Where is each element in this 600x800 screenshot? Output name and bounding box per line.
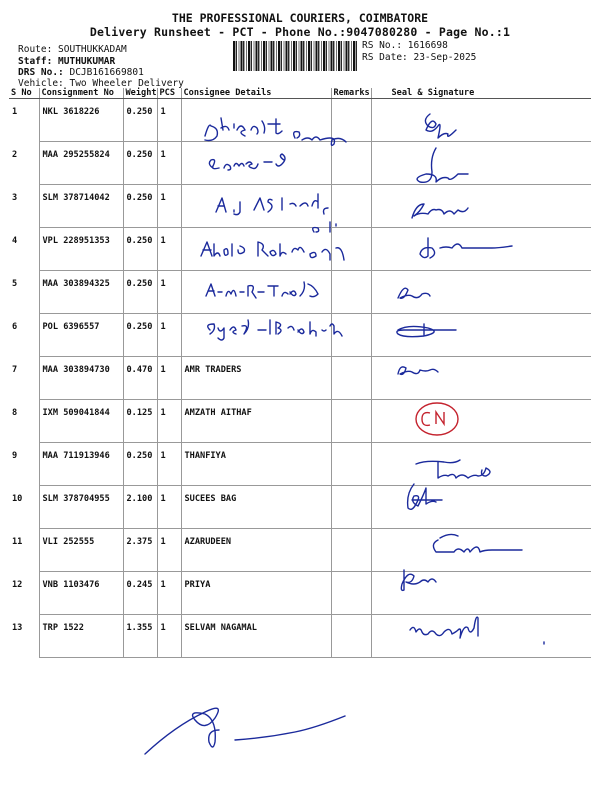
cell-weight: 0.250 [123, 99, 157, 142]
barcode-bar [246, 41, 247, 71]
cell-pcs: 1 [157, 443, 181, 486]
table-row [9, 615, 591, 658]
cell-pcs: 1 [157, 99, 181, 142]
cell-pcs: 1 [157, 486, 181, 529]
barcode-bar [243, 41, 244, 71]
cell-signature [371, 443, 591, 486]
barcode-bar [314, 41, 315, 71]
cell-weight: 2.375 [123, 529, 157, 572]
cell-remarks [331, 443, 371, 486]
cell-consignment: IXM 509041844 [39, 400, 123, 443]
barcode-bar [299, 41, 300, 71]
cell-pcs: 1 [157, 228, 181, 271]
barcode-bar [251, 41, 252, 71]
barcode-bar [291, 41, 292, 71]
col-pcs: PCS [157, 88, 181, 99]
cell-sno: 1 [12, 107, 18, 117]
barcode-bar [316, 41, 318, 71]
rs-number: RS No.: 1616698 [362, 40, 448, 51]
barcode-bar [284, 41, 285, 71]
cell-sno: 2 [12, 149, 18, 160]
barcode-bar [303, 41, 304, 71]
barcode-bar [336, 41, 337, 71]
barcode-bar [353, 41, 355, 71]
table-row [9, 400, 591, 443]
cell-sno: 11 [12, 536, 23, 547]
cell-remarks [331, 185, 371, 228]
barcode-bar [346, 41, 348, 71]
cell-pcs: 1 [157, 615, 181, 658]
barcode-bar [333, 41, 334, 71]
cell-pcs: 1 [157, 529, 181, 572]
cell-remarks [331, 572, 371, 615]
barcode-bar [288, 41, 289, 71]
cell-remarks [331, 142, 371, 185]
barcode-bar [273, 41, 274, 71]
runsheet-title: Delivery Runsheet - PCT - Phone No.:9047080280 - Page No.:1 [89, 25, 511, 39]
cell-pcs: 1 [157, 314, 181, 357]
col-remarks: Remarks [331, 88, 371, 99]
barcode-bar [256, 41, 258, 71]
barcode-bar [323, 41, 325, 71]
cell-remarks [331, 314, 371, 357]
cell-sno: 10 [12, 493, 23, 504]
barcode-bar [281, 41, 282, 71]
col-weight: Weight [123, 88, 157, 99]
rs-date: RS Date: 23-Sep-2025 [362, 52, 477, 63]
cell-weight: 0.470 [123, 357, 157, 400]
cell-consignee: AMZATH AITHAF [181, 400, 331, 443]
staff-line [18, 56, 115, 67]
cell-consignment: VLI 252555 [39, 529, 123, 572]
table-row [9, 314, 591, 357]
cell-remarks [331, 357, 371, 400]
barcode-bar [266, 41, 267, 71]
barcode [233, 41, 357, 71]
cell-consignment: VNB 1103476 [39, 572, 123, 615]
cell-remarks [331, 486, 371, 529]
cell-consignee: AZARUDEEN [181, 529, 331, 572]
runsheet-table [9, 88, 591, 658]
cell-sno: 5 [12, 278, 18, 289]
cell-consignee [181, 314, 331, 357]
cell-remarks [331, 99, 371, 142]
cell-sno: 13 [12, 622, 23, 633]
cell-weight: 1.355 [123, 615, 157, 658]
barcode-bar [356, 41, 357, 71]
route-text: Route: SOUTHUKKADAM [18, 44, 127, 55]
staff-label: Staff: [18, 56, 59, 67]
cell-weight: 0.245 [123, 572, 157, 615]
barcode-bar [321, 41, 322, 71]
table-row [9, 142, 591, 185]
cell-weight: 0.250 [123, 271, 157, 314]
cell-signature [371, 357, 591, 400]
cell-signature [371, 400, 591, 443]
cell-signature [371, 185, 591, 228]
barcode-bar [296, 41, 297, 71]
cell-remarks [331, 228, 371, 271]
barcode-bar [329, 41, 330, 71]
cell-pcs: 1 [157, 271, 181, 314]
cell-signature [371, 529, 591, 572]
cell-signature [371, 486, 591, 529]
cell-sno: 8 [12, 407, 18, 418]
barcode-bar [338, 41, 340, 71]
cell-weight: 0.125 [123, 400, 157, 443]
cell-pcs: 1 [157, 185, 181, 228]
cell-weight: 0.250 [123, 228, 157, 271]
vehicle-text: Vehicle: Two Wheeler Delivery [18, 78, 184, 89]
drs-label: DRS No.: [18, 67, 70, 78]
table-row [9, 271, 591, 314]
table-header-row [9, 88, 591, 99]
barcode-bar [306, 41, 307, 71]
cell-signature [371, 615, 591, 658]
cell-sno: 9 [12, 450, 18, 461]
cell-sno: 6 [12, 321, 18, 332]
cell-pcs: 1 [157, 142, 181, 185]
barcode-bar [258, 41, 259, 71]
cell-consignment: MAA 295255824 [39, 142, 123, 185]
cell-consignment: VPL 228951353 [39, 228, 123, 271]
barcode-bar [263, 41, 265, 71]
cell-sno: 12 [12, 579, 23, 590]
table-row [9, 443, 591, 486]
cell-consignment: POL 6396557 [39, 314, 123, 357]
table-row [9, 529, 591, 572]
cell-signature [371, 228, 591, 271]
cell-pcs: 1 [157, 357, 181, 400]
barcode-bar [239, 41, 240, 71]
barcode-bar [348, 41, 349, 71]
barcode-bar [241, 41, 243, 71]
cell-signature [371, 142, 591, 185]
barcode-bar [286, 41, 288, 71]
bottom-signature [145, 708, 345, 754]
drs-line [18, 67, 144, 78]
cell-remarks [331, 615, 371, 658]
cell-consignee: PRIYA [181, 572, 331, 615]
barcode-bar [254, 41, 255, 71]
col-sno: S No [9, 88, 39, 99]
cell-consignee [181, 185, 331, 228]
barcode-bar [341, 41, 342, 71]
barcode-bar [318, 41, 319, 71]
rs-info [362, 40, 476, 64]
barcode-bar [248, 41, 250, 71]
cell-sno: 3 [12, 192, 18, 203]
barcode-bar [308, 41, 310, 71]
cell-sno: 4 [12, 235, 18, 246]
cell-consignee: THANFIYA [181, 443, 331, 486]
barcode-bar [236, 41, 237, 71]
col-consignee: Consignee Details [181, 88, 331, 99]
barcode-bar [261, 41, 262, 71]
cell-weight: 0.250 [123, 443, 157, 486]
drs-number: DCJB161669801 [69, 67, 144, 78]
cell-remarks [331, 400, 371, 443]
barcode-bar [269, 41, 270, 71]
cell-consignee [181, 99, 331, 142]
cell-remarks [331, 529, 371, 572]
table-row [9, 357, 591, 400]
cell-consignee: SUCEES BAG [181, 486, 331, 529]
company-title: THE PROFESSIONAL COURIERS, COIMBATORE [171, 11, 429, 25]
table-row [9, 572, 591, 615]
barcode-bar [276, 41, 277, 71]
cell-signature [371, 314, 591, 357]
cell-consignment: SLM 378704955 [39, 486, 123, 529]
cell-weight: 0.250 [123, 314, 157, 357]
cell-sno: 7 [12, 364, 18, 375]
cell-consignee: AMR TRADERS [181, 357, 331, 400]
cell-consignment: SLM 378714042 [39, 185, 123, 228]
barcode-bar [351, 41, 352, 71]
barcode-bar [344, 41, 345, 71]
cell-consignment: NKL 3618226 [39, 99, 123, 142]
table-row [9, 99, 591, 142]
table-row [9, 228, 591, 271]
cell-pcs: 1 [157, 400, 181, 443]
col-signature: Seal & Signature [371, 88, 591, 99]
barcode-bar [293, 41, 295, 71]
cell-consignment: MAA 303894325 [39, 271, 123, 314]
barcode-bar [301, 41, 303, 71]
cell-consignee [181, 228, 331, 271]
cell-consignment: MAA 303894730 [39, 357, 123, 400]
staff-name: MUTHUKUMAR [58, 56, 116, 67]
table-row [9, 486, 591, 529]
cell-consignee [181, 142, 331, 185]
cell-remarks [331, 271, 371, 314]
barcode-bar [271, 41, 273, 71]
cell-weight: 2.100 [123, 486, 157, 529]
cell-signature [371, 99, 591, 142]
col-consignment: Consignment No [39, 88, 123, 99]
cell-consignment: TRP 1522 [39, 615, 123, 658]
barcode-bar [331, 41, 333, 71]
cell-signature [371, 572, 591, 615]
cell-consignee [181, 271, 331, 314]
cell-consignment: MAA 711913946 [39, 443, 123, 486]
barcode-bar [311, 41, 312, 71]
cell-weight: 0.250 [123, 185, 157, 228]
barcode-bar [278, 41, 280, 71]
barcode-bar [326, 41, 327, 71]
cell-signature [371, 271, 591, 314]
cell-weight: 0.250 [123, 142, 157, 185]
table-row [9, 185, 591, 228]
cell-pcs: 1 [157, 572, 181, 615]
cell-consignee: SELVAM NAGAMAL [181, 615, 331, 658]
barcode-bar [233, 41, 235, 71]
